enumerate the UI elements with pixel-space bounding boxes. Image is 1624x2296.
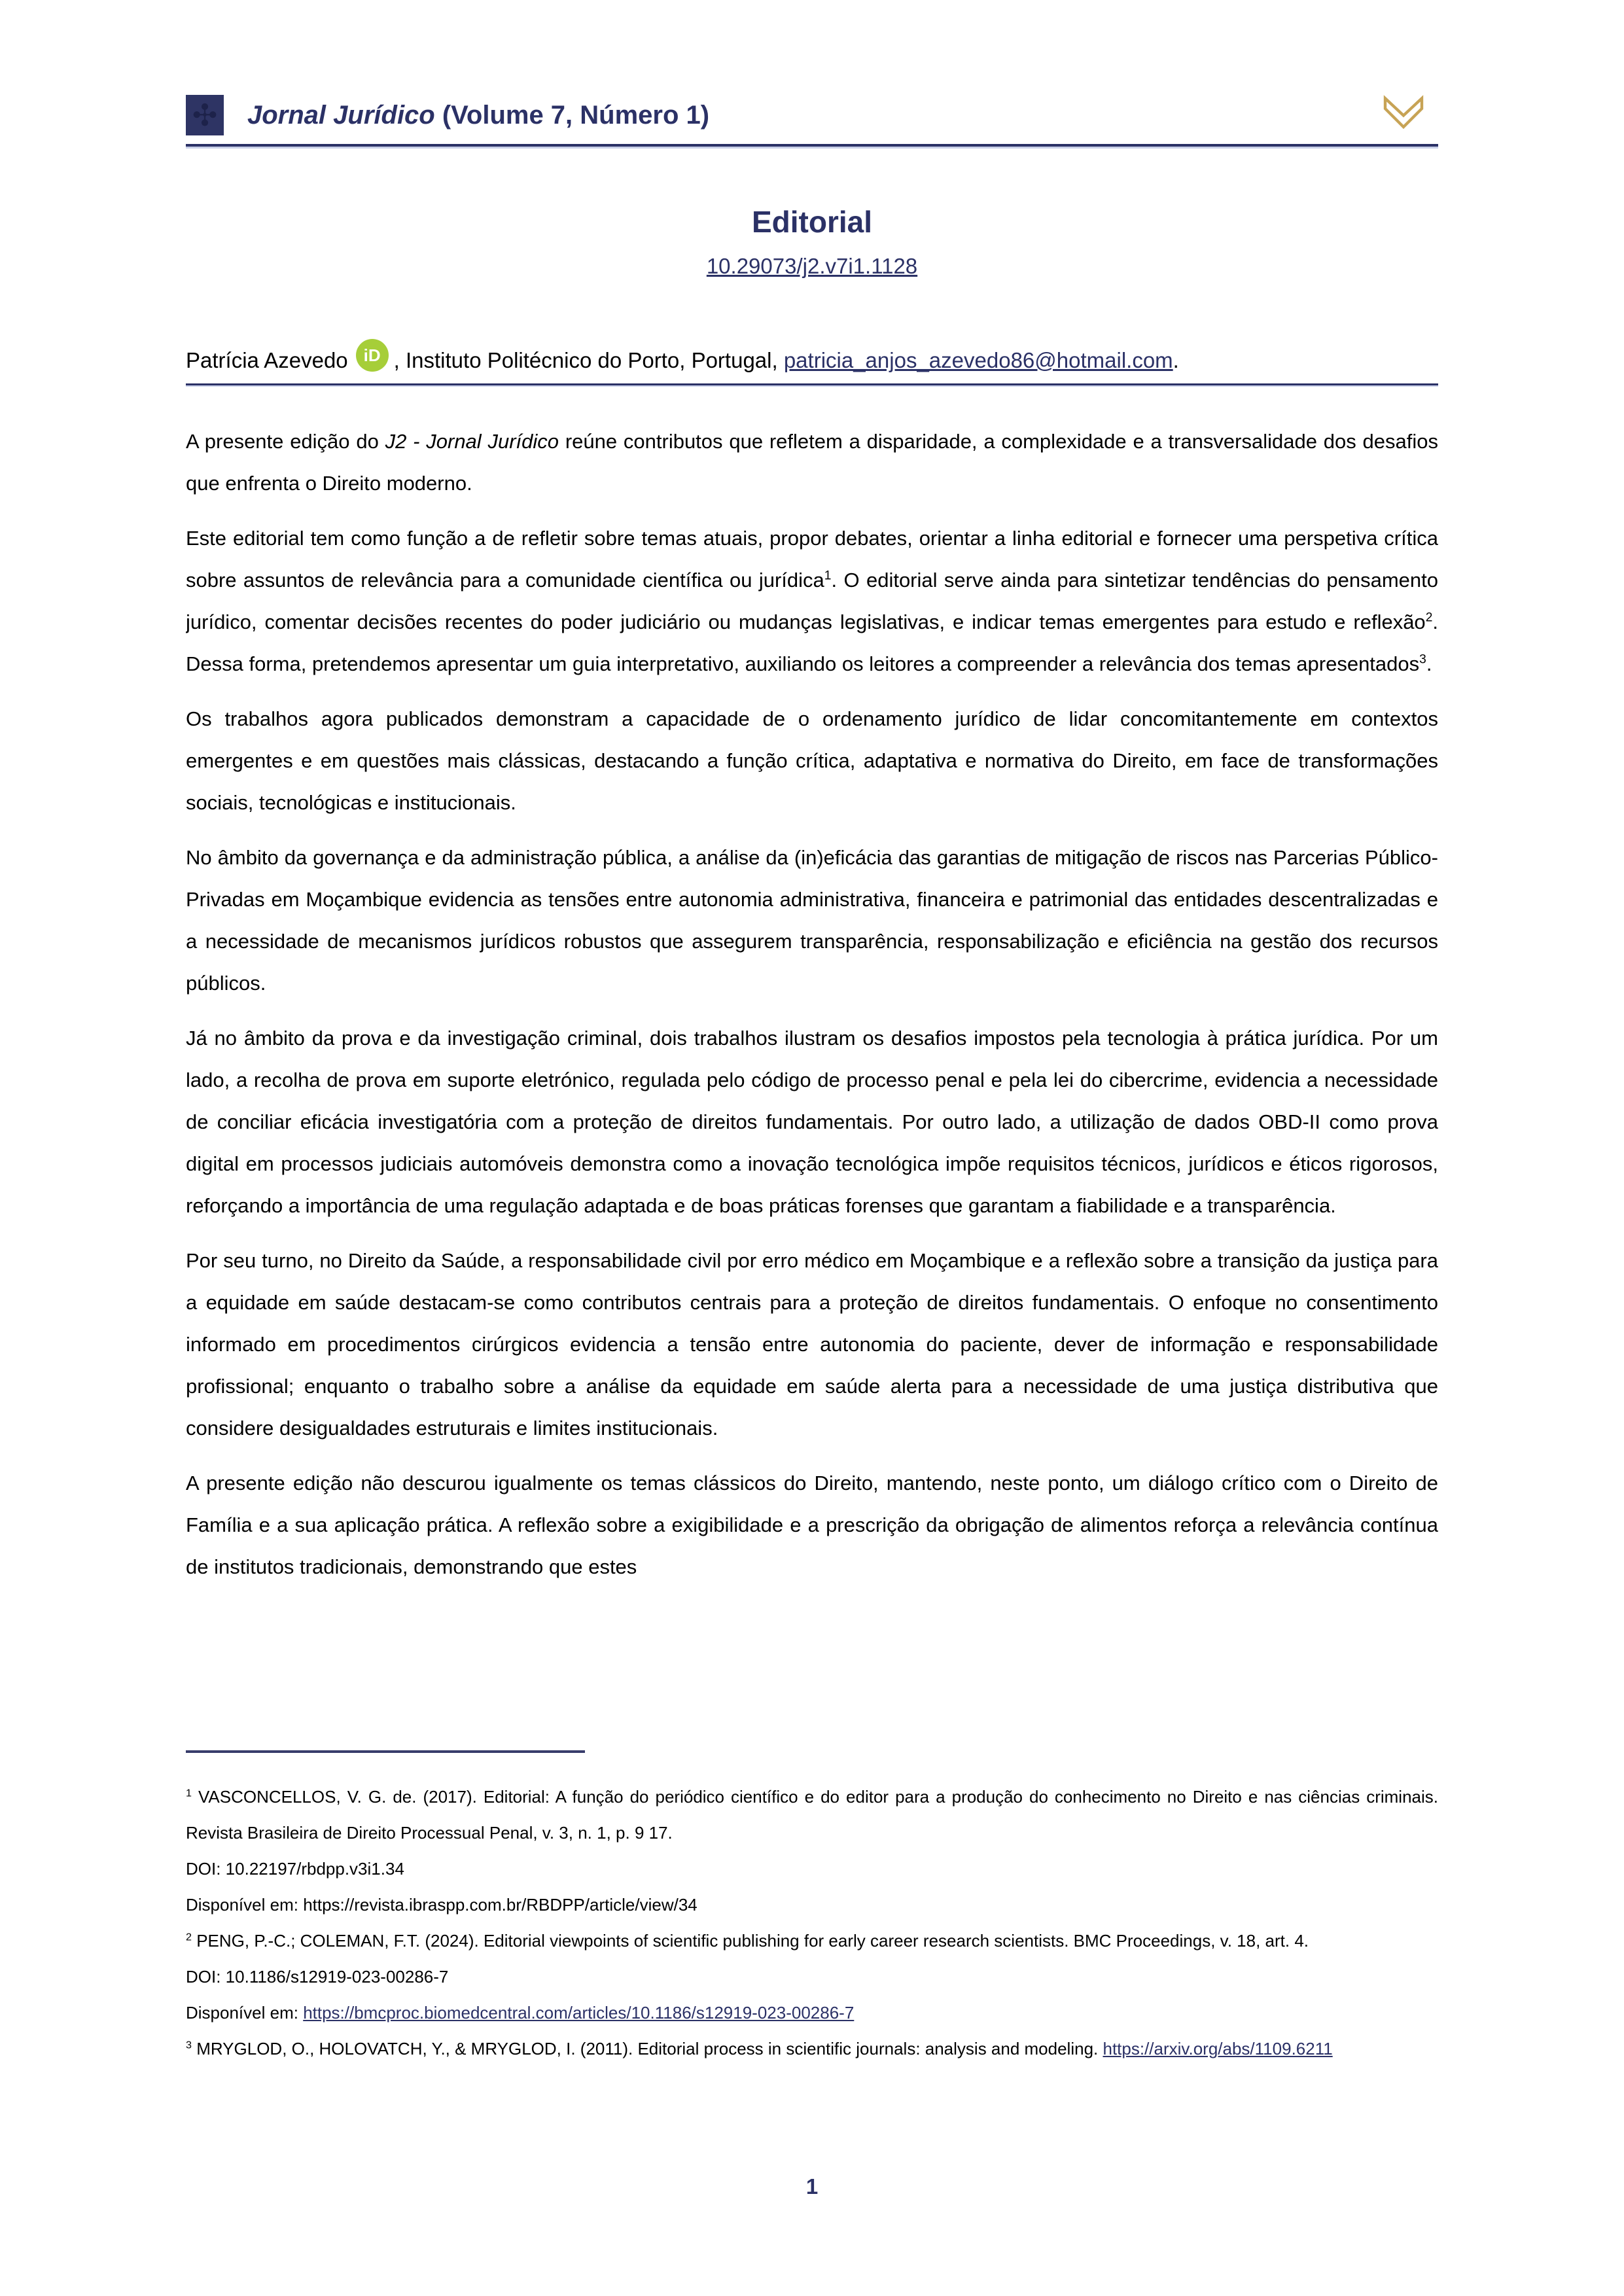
footnote xyxy=(186,2031,1438,2067)
footnote-text xyxy=(186,1923,1438,1959)
paragraph xyxy=(186,1462,1438,1588)
text-run: reúne contributos que refletem a disparidade, a complexidade e a transversalidade dos desafios que enfrenta o Direito moderno. xyxy=(186,430,1438,495)
author-name: Patrícia Azevedo xyxy=(186,348,348,372)
footnote-marker: 1 xyxy=(186,1787,192,1799)
text-run: Por seu turno, no Direito da Saúde, a responsabilidade civil por erro médico em Moçambique e a reflexão sobre a transição da justiça para a equidade em saúde destacam-se como contributos centrais para a proteção de direitos fundamentais. O enfoque no consentimento informado em procedimentos cirúrgicos evidencia a tensão entre autonomia do paciente, dever de informação e responsabilidade profissional; enquanto o trabalho sobre a análise da equidade em saúde alerta para a necessidade de uma justiça distributiva que considere desigualdades estruturais e limites institucionais. xyxy=(186,1249,1438,1439)
text-run: . Dessa forma, pretendemos apresentar um guia interpretativo, auxiliando os leitores a compreender a relevância dos temas apresentados xyxy=(186,610,1438,675)
author-email-link[interactable]: patricia_anjos_azevedo86@hotmail.com xyxy=(783,348,1173,372)
doi-link[interactable]: 10.29073/j2.v7i1.1128 xyxy=(706,254,918,278)
double-chevron-down-icon xyxy=(1381,93,1426,133)
footnote-text xyxy=(186,1779,1438,1851)
footnote-url-link[interactable]: https://bmcproc.biomedcentral.com/articles/10.1186/s12919-023-00286-7 xyxy=(303,2003,855,2022)
paragraph xyxy=(186,1017,1438,1227)
author-line-period: . xyxy=(1173,348,1179,372)
journal-issue-info: (Volume 7, Número 1) xyxy=(434,100,710,130)
footnote-doi: DOI: 10.1186/s12919-023-00286-7 xyxy=(186,1967,449,1987)
text-run: No âmbito da governança e da administração pública, a análise da (in)eficácia das garantias de mitigação de riscos nas Parcerias Público-Privadas em Moçambique evidencia as tensões entre autonomia administrativa, financeira e patrimonial das entidades descentralizadas e a necessidade de mecanismos jurídicos robustos que assegurem transparência, responsabilização e eficiência na gestão dos recursos públicos. xyxy=(186,846,1438,995)
text-run: MRYGLOD, O., HOLOVATCH, Y., & MRYGLOD, I. (2011). Editorial process in scientific journals: analysis and modeling. xyxy=(196,2039,1103,2058)
journal-logo-icon xyxy=(186,95,224,135)
text-run: A presente edição não descurou igualmente os temas clássicos do Direito, mantendo, neste ponto, um diálogo crítico com o Direito de Família e a sua aplicação prática. A reflexão sobre a exigibilidade e a prescrição da obrigação de alimentos reforça a relevância contínua de institutos tradicionais, demonstrando que estes xyxy=(186,1472,1438,1578)
page-number: 1 xyxy=(805,2174,819,2199)
logo-glyph: ✣ xyxy=(192,98,218,132)
footnote-ref[interactable]: 2 xyxy=(1425,610,1433,625)
author-affiliation: , Instituto Politécnico do Porto, Portugal, xyxy=(393,348,784,372)
page-title: Editorial xyxy=(751,205,873,239)
text-run: Os trabalhos agora publicados demonstram a capacidade de o ordenamento jurídico de lidar concomitantemente em contextos emergentes e em questões mais clássicas, destacando a função crítica, adaptativa e normativa do Direito, em face de transformações sociais, tecnológicas e institucionais. xyxy=(186,707,1438,814)
footnote-ref[interactable]: 3 xyxy=(1419,652,1426,667)
footnote-ref[interactable]: 1 xyxy=(824,569,832,583)
author-line xyxy=(186,339,1438,373)
text-run: . xyxy=(1426,652,1432,675)
orcid-icon[interactable]: iD xyxy=(356,339,389,372)
page-header xyxy=(186,94,1438,136)
doi-line xyxy=(186,254,1438,279)
text-run: Já no âmbito da prova e da investigação criminal, dois trabalhos ilustram os desafios impostos pela tecnologia à prática jurídica. Por um lado, a recolha de prova em suporte eletrónico, regulada pelo código de processo penal e pela lei do cibercrime, evidencia a necessidade de conciliar eficácia investigatória com a proteção de direitos fundamentais. Por outro lado, a utilização de dados OBD-II como prova digital em processos judiciais automóveis demonstra como a inovação tecnológica impõe requisitos técnicos, jurídicos e éticos rigorosos, reforçando a importância de uma regulação adaptada e de boas práticas forenses que garantam a fiabilidade e a transparência. xyxy=(186,1027,1438,1217)
italic-run: J2 - Jornal Jurídico xyxy=(385,430,559,453)
footnotes-section xyxy=(186,1779,1438,2067)
journal-name: Jornal Jurídico xyxy=(247,100,435,130)
paragraph xyxy=(186,518,1438,685)
footnote-text xyxy=(186,2031,1438,2067)
paragraph xyxy=(186,698,1438,824)
text-run: Este editorial tem como função a de refletir sobre temas atuais, propor debates, orientar a linha editorial e fornecer uma perspetiva crítica sobre assuntos de relevância para a comunidade científica ou jurídica xyxy=(186,527,1438,592)
footnote-marker: 2 xyxy=(186,1931,192,1943)
footnote-separator xyxy=(186,1750,585,1753)
text-run: VASCONCELLOS, V. G. de. (2017). Editorial: A função do periódico científico e do editor para a produção do conhecimento no Direito e nas ciências criminais. Revista Brasileira de Direito Processual Penal, v. 3, n. 1, p. 9 17. xyxy=(186,1787,1438,1843)
footnote-url-link[interactable]: https://arxiv.org/abs/1109.6211 xyxy=(1103,2039,1333,2058)
paragraph xyxy=(186,1240,1438,1449)
journal-header-title xyxy=(247,101,709,130)
header-divider xyxy=(186,144,1438,147)
footnote-marker: 3 xyxy=(186,2039,192,2051)
footnote xyxy=(186,1779,1438,1923)
article-body xyxy=(186,421,1438,1750)
text-run: A presente edição do xyxy=(186,430,385,453)
author-divider xyxy=(186,383,1438,385)
text-run: Disponível em: xyxy=(186,2003,304,2022)
footnote-availability xyxy=(186,1887,1438,1923)
footnote xyxy=(186,1923,1438,2031)
paragraph xyxy=(186,837,1438,1004)
paragraph xyxy=(186,421,1438,504)
footnote-availability xyxy=(186,1995,1438,2031)
footnote-url: https://revista.ibraspp.com.br/RBDPP/article/view/34 xyxy=(303,1895,697,1915)
text-run: PENG, P.-C.; COLEMAN, F.T. (2024). Editorial viewpoints of scientific publishing for early career research scientists. BMC Proceedings, v. 18, art. 4. xyxy=(196,1931,1309,1951)
footnote-doi: DOI: 10.22197/rbdpp.v3i1.34 xyxy=(186,1859,404,1879)
text-run: Disponível em: xyxy=(186,1895,304,1915)
text-run: . O editorial serve ainda para sintetizar tendências do pensamento jurídico, comentar decisões recentes do poder judiciário ou mudanças legislativas, e indicar temas emergentes para estudo e reflexão xyxy=(186,569,1438,633)
